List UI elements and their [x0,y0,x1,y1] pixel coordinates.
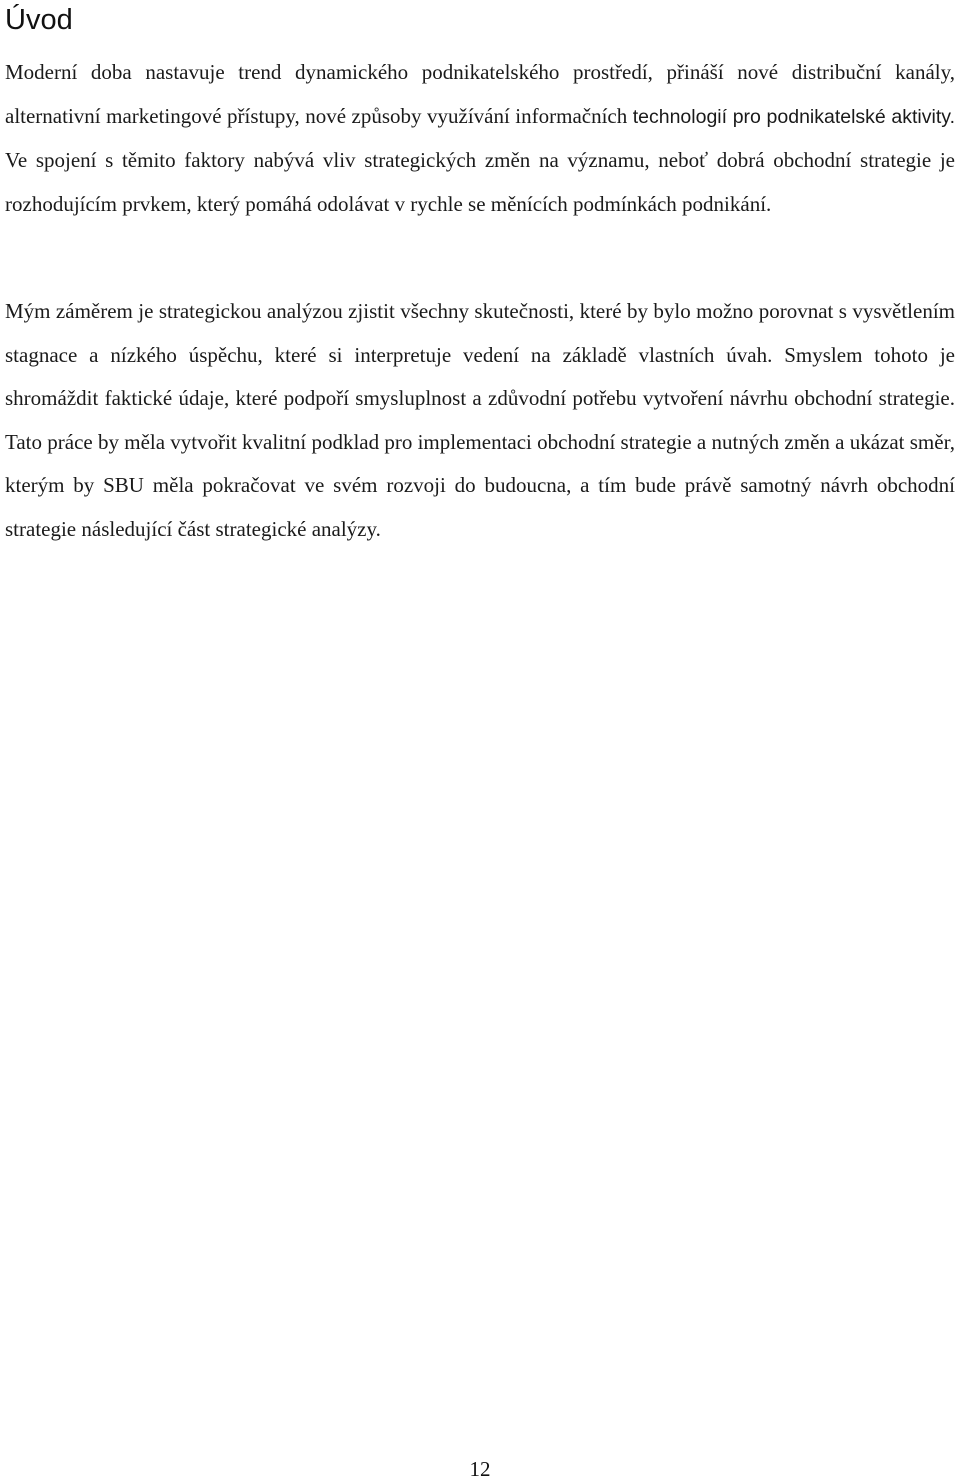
intro-paragraph-2: Mým záměrem je strategickou analýzou zjistit všechny skutečnosti, které by bylo možno porovnat s vysvětlením stagnace a nízkého úspěchu, které si interpretuje vedení na základě vlastních úvah. Smyslem tohoto je shromáždit faktické údaje, které podpoří smysluplnost a zdůvodní potřebu vytvoření návrhu obchodní strategie. Tato práce by měla vytvořit kvalitní podklad pro implementaci obchodní strategie a nutných změn a ukázat směr, kterým by SBU měla pokračovat ve svém rozvoji do budoucna, a tím bude právě samotný návrh obchodní strategie následující část strategické analýzy. [5,299,955,541]
paragraph-1-part-a: Moderní doba nastavuje trend dynamického podnikatelského prostředí, přináší nové distribuční kanály, alternativní marketingové přístupy, nové způsoby využívání informačních [5,60,955,128]
intro-paragraph-1 [5,51,955,226]
paragraph-1-part-c: Ve spojení s těmito faktory nabývá vliv strategických změn na významu, neboť dobrá obchodní strategie je rozhodujícím prvkem, který pomáhá odolávat v rychle se měnících podmínkách podnikání. [5,148,955,216]
section-heading: Úvod [5,4,73,36]
paragraph-1-part-b: technologií pro podnikatelské aktivity. [632,105,955,128]
page-number: 12 [469,1457,491,1481]
